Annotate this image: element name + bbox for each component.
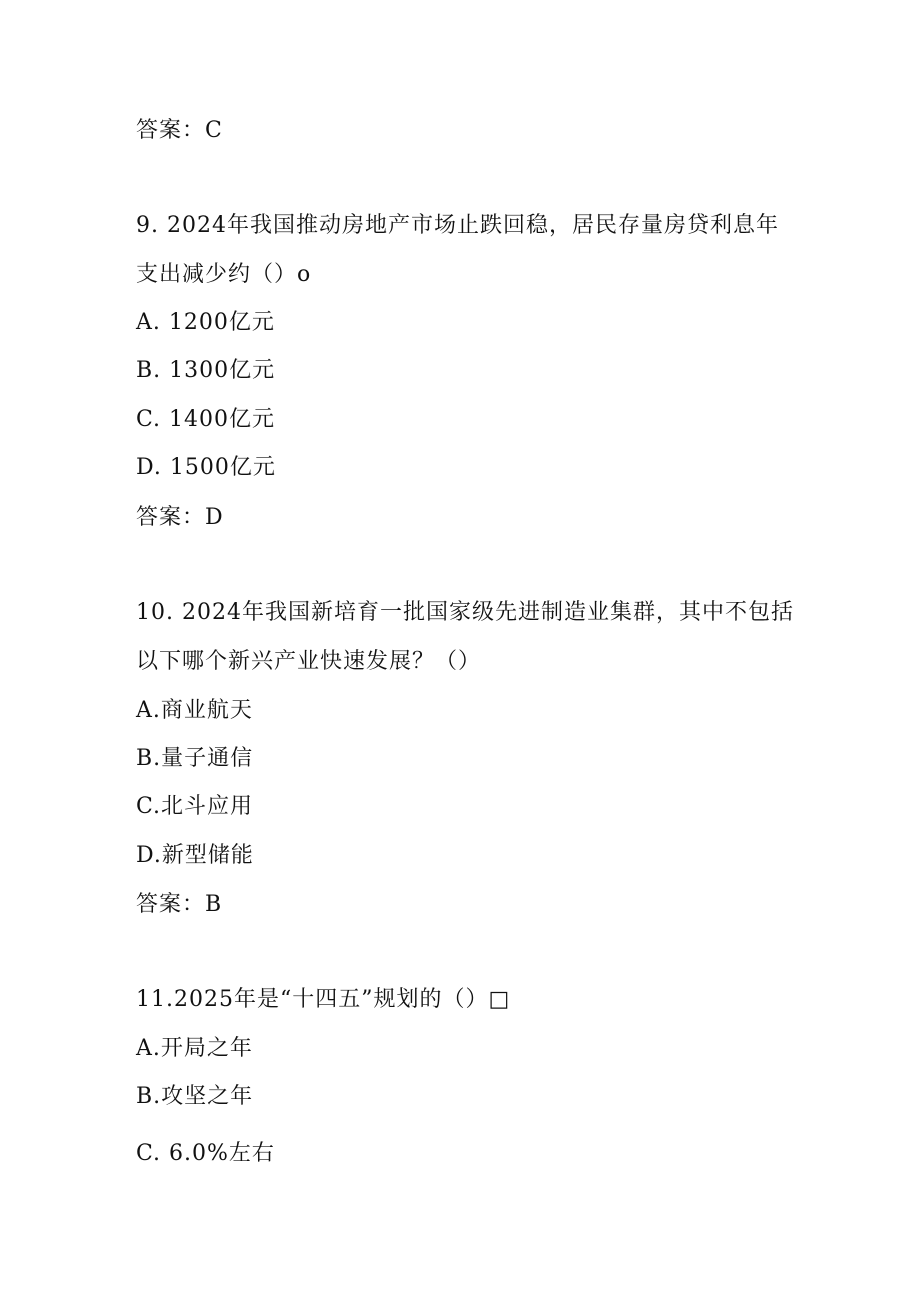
question-9-stem-line-1: 9. 2024年我国推动房地产市场止跌回稳，居民存量房贷利息年	[136, 213, 779, 238]
question-9-option-c: C. 1400亿元	[136, 407, 276, 432]
question-9-option-d: D. 1500亿元	[136, 455, 276, 480]
question-9-option-b: B. 1300亿元	[136, 358, 276, 383]
question-9-option-a: A. 1200亿元	[136, 310, 275, 335]
question-10-option-c: C.北斗应用	[136, 794, 254, 819]
question-10-option-a: A.商业航天	[136, 698, 253, 723]
answer-q9: 答案：D	[136, 505, 224, 530]
question-11-option-c: C. 6.0%左右	[136, 1141, 275, 1166]
answer-q8: 答案：C	[136, 118, 223, 143]
question-10-option-b: B.量子通信	[136, 746, 254, 771]
question-10-stem-line-2: 以下哪个新兴产业快速发展？（）	[136, 649, 482, 674]
question-11-option-a: A.开局之年	[136, 1036, 253, 1061]
question-9-stem-line-2: 支出减少约（）o	[136, 262, 312, 287]
question-10-option-d: D.新型储能	[136, 843, 254, 868]
question-11-option-b: B.攻坚之年	[136, 1084, 254, 1109]
question-10-stem-line-1: 10. 2024年我国新培育一批国家级先进制造业集群，其中不包括	[136, 600, 794, 625]
answer-q10: 答案：B	[136, 892, 223, 917]
question-11-stem: 11.2025年是“十四五”规划的（）□	[136, 987, 511, 1012]
